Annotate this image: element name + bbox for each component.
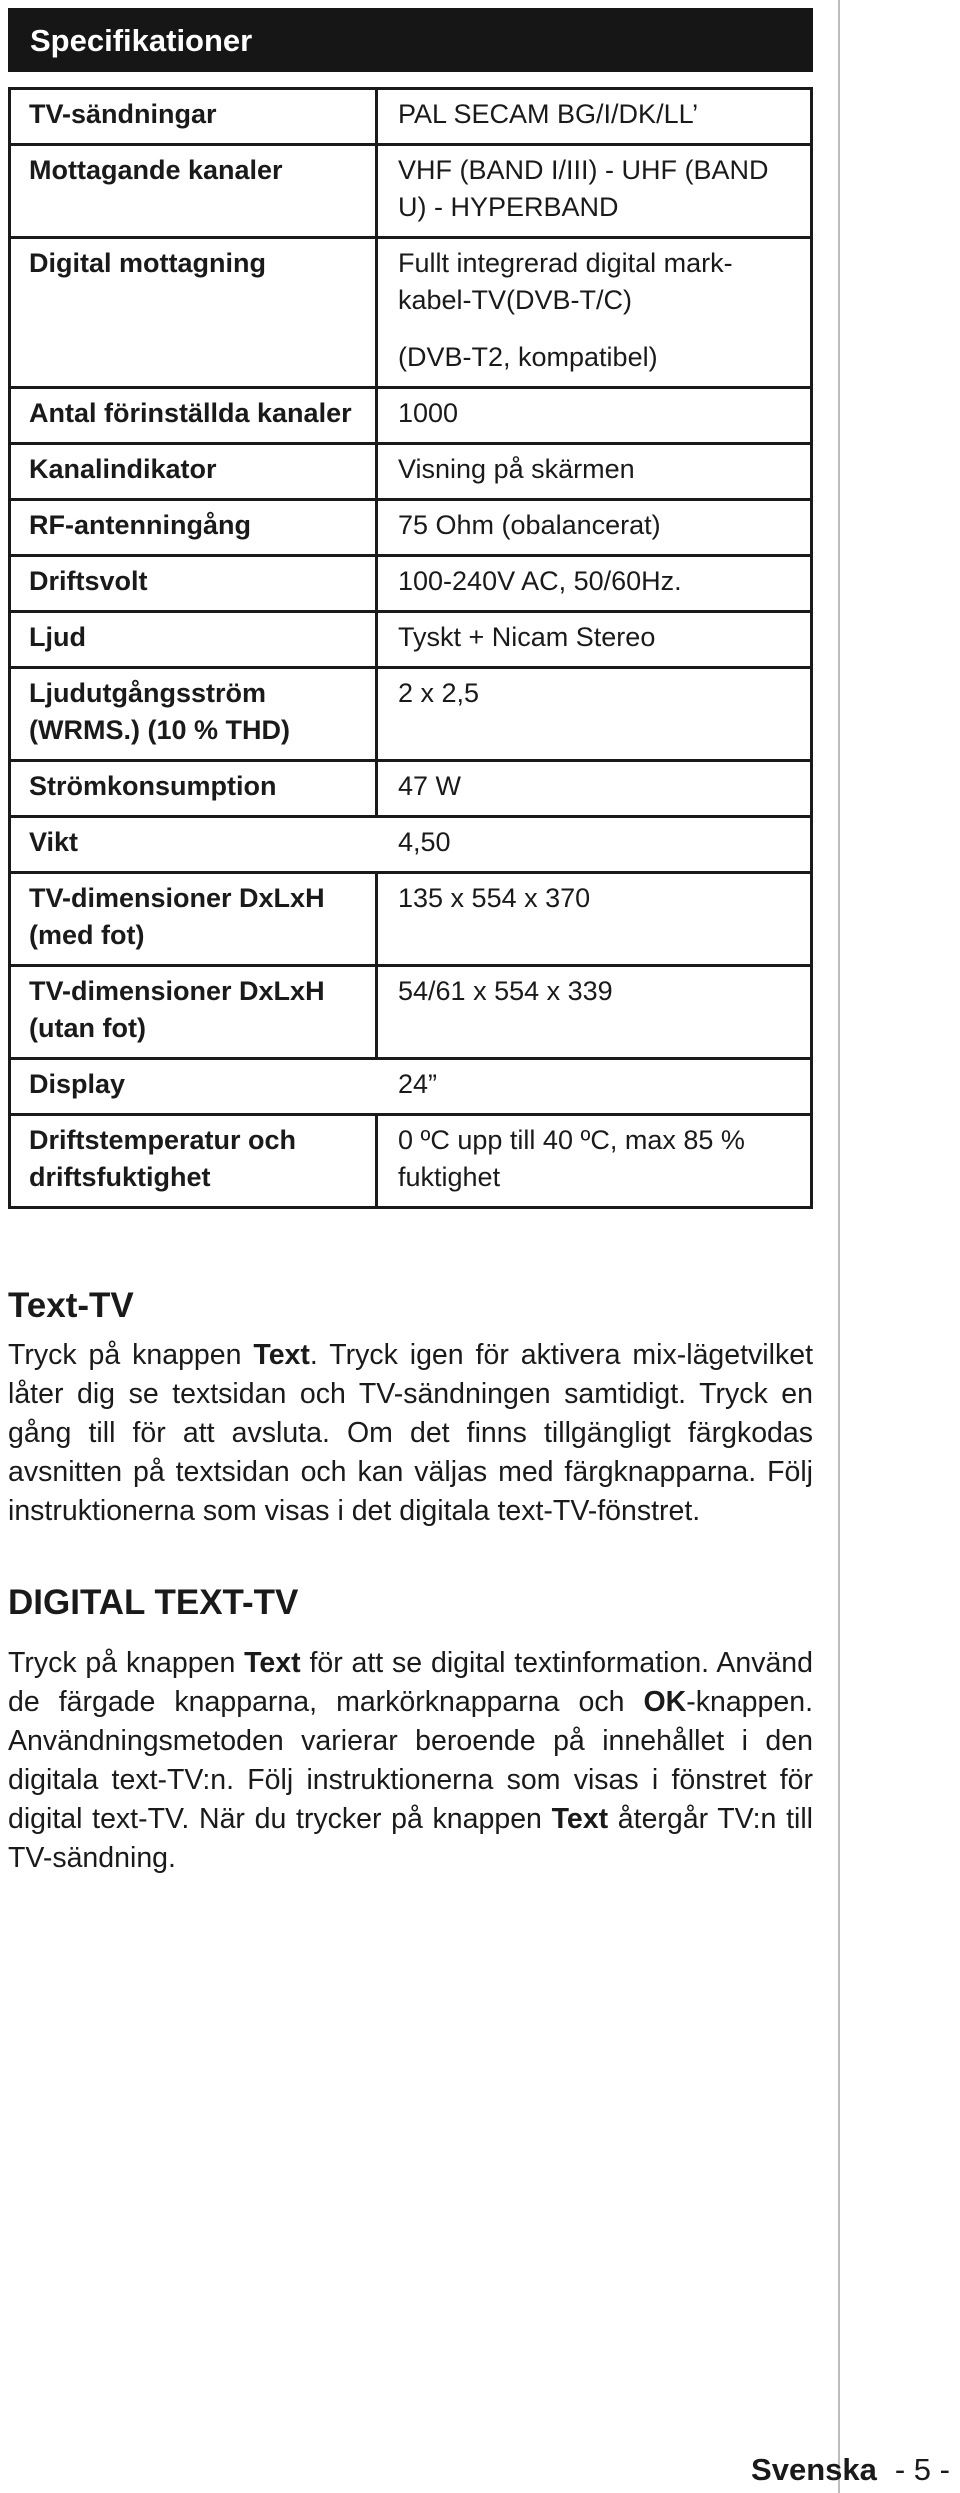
spec-value-line: PAL SECAM BG/I/DK/LL’ [398, 99, 699, 129]
spec-value-line: 24” [398, 1069, 438, 1099]
spec-label: Vikt [29, 827, 79, 857]
spec-label: TV-dimensioner DxLxH (utan fot) [11, 967, 378, 1057]
spec-value [378, 1060, 810, 1113]
spec-row [11, 389, 810, 445]
spec-label: RF-antenningång [11, 501, 378, 554]
spec-row [11, 762, 810, 818]
spec-label: Strömkonsumption [11, 762, 378, 815]
spec-row [11, 818, 810, 874]
page-footer [751, 2452, 950, 2488]
spec-label: Display [29, 1069, 126, 1099]
texttv-paragraph: Tryck på knappen Text. Tryck igen för aktivera mix-lägetvilket låter dig se textsidan och TV-sändningen samtidigt. Tryck en gång till för att avsluta. Om det finns tillgängligt färgkodas avsnitten på textsidan och kan väljas med färgknapparna. Följ instruktionerna som visas i det digitala text-TV-fönstret. [8, 1339, 813, 1527]
spec-label: Kanalindikator [11, 445, 378, 498]
spec-value-line: 135 x 554 x 370 [398, 883, 591, 913]
spec-label: Driftsvolt [11, 557, 378, 610]
page-column-divider [838, 0, 840, 2493]
footer-language: Svenska [751, 2452, 877, 2487]
spec-row [11, 557, 810, 613]
spec-value-line: 54/61 x 554 x 339 [398, 976, 613, 1006]
spec-value-line: Tyskt + Nicam Stereo [398, 622, 656, 652]
spec-row [11, 239, 810, 389]
spec-row [11, 146, 810, 239]
spec-value [378, 146, 810, 236]
spec-value-line: 75 Ohm (obalancerat) [398, 510, 661, 540]
spec-value-line: 4,50 [398, 827, 451, 857]
page-number: - 5 - [894, 2452, 950, 2487]
spec-value-line: Visning på skärmen [398, 454, 635, 484]
spec-row [11, 445, 810, 501]
spec-value-line: VHF (BAND I/III) - UHF (BAND U) - HYPERBAND [398, 155, 769, 222]
spec-value-line: 100-240V AC, 50/60Hz. [398, 566, 682, 596]
spec-value-line: 47 W [398, 771, 462, 801]
texttv-heading: Text-TV [8, 1286, 134, 1325]
spec-label: Mottagande kanaler [11, 146, 378, 236]
spec-value [378, 90, 810, 143]
spec-value [378, 239, 810, 386]
spec-value-line: (DVB-T2, kompatibel) [398, 342, 658, 372]
spec-row [11, 1060, 810, 1116]
spec-value-line: Fullt integrerad digital mark-kabel-TV(DVB-T/C) [398, 248, 733, 315]
spec-value-line: 2 x 2,5 [398, 678, 480, 708]
spec-value [378, 967, 810, 1057]
spec-value [378, 613, 810, 666]
spec-value-line: 0 ºC upp till 40 ºC, max 85 % fuktighet [398, 1125, 745, 1192]
spec-label: Ljud [11, 613, 378, 666]
spec-label: Ljudutgångsström (WRMS.) (10 % THD) [11, 669, 378, 759]
spec-row [11, 613, 810, 669]
spec-row [11, 669, 810, 762]
spec-row [11, 967, 810, 1060]
spec-value [378, 874, 810, 964]
spec-value [378, 818, 810, 871]
spec-value [378, 669, 810, 759]
spec-value [378, 389, 810, 442]
spec-value-line: 1000 [398, 398, 459, 428]
spec-value [378, 501, 810, 554]
spec-row [11, 501, 810, 557]
spec-label: Driftstemperatur och driftsfuktighet [11, 1116, 378, 1206]
spec-label: Digital mottagning [11, 239, 378, 386]
spec-value [378, 1116, 810, 1206]
spec-row [11, 874, 810, 967]
spec-row [11, 90, 810, 146]
spec-label: Antal förinställda kanaler [11, 389, 378, 442]
spec-title: Specifikationer [8, 8, 813, 72]
digital-texttv-paragraph: Tryck på knappen Text för att se digital textinformation. Använd de färgade knapparna, markörknapparna och OK-knappen. Användningsmetoden varierar beroende på innehållet i den digitala text-TV:n. Följ instruktionerna som visas i fönstret för digital text-TV. När du trycker på knappen Text återgår TV:n till TV-sändning. [8, 1647, 813, 1874]
spec-label: TV-dimensioner DxLxH (med fot) [11, 874, 378, 964]
spec-value [378, 445, 810, 498]
spec-value [378, 557, 810, 610]
digital-texttv-heading: DIGITAL TEXT-TV [8, 1583, 299, 1622]
spec-value [378, 762, 810, 815]
spec-label: TV-sändningar [11, 90, 378, 143]
spec-row [11, 1116, 810, 1206]
spec-table [8, 87, 813, 1209]
